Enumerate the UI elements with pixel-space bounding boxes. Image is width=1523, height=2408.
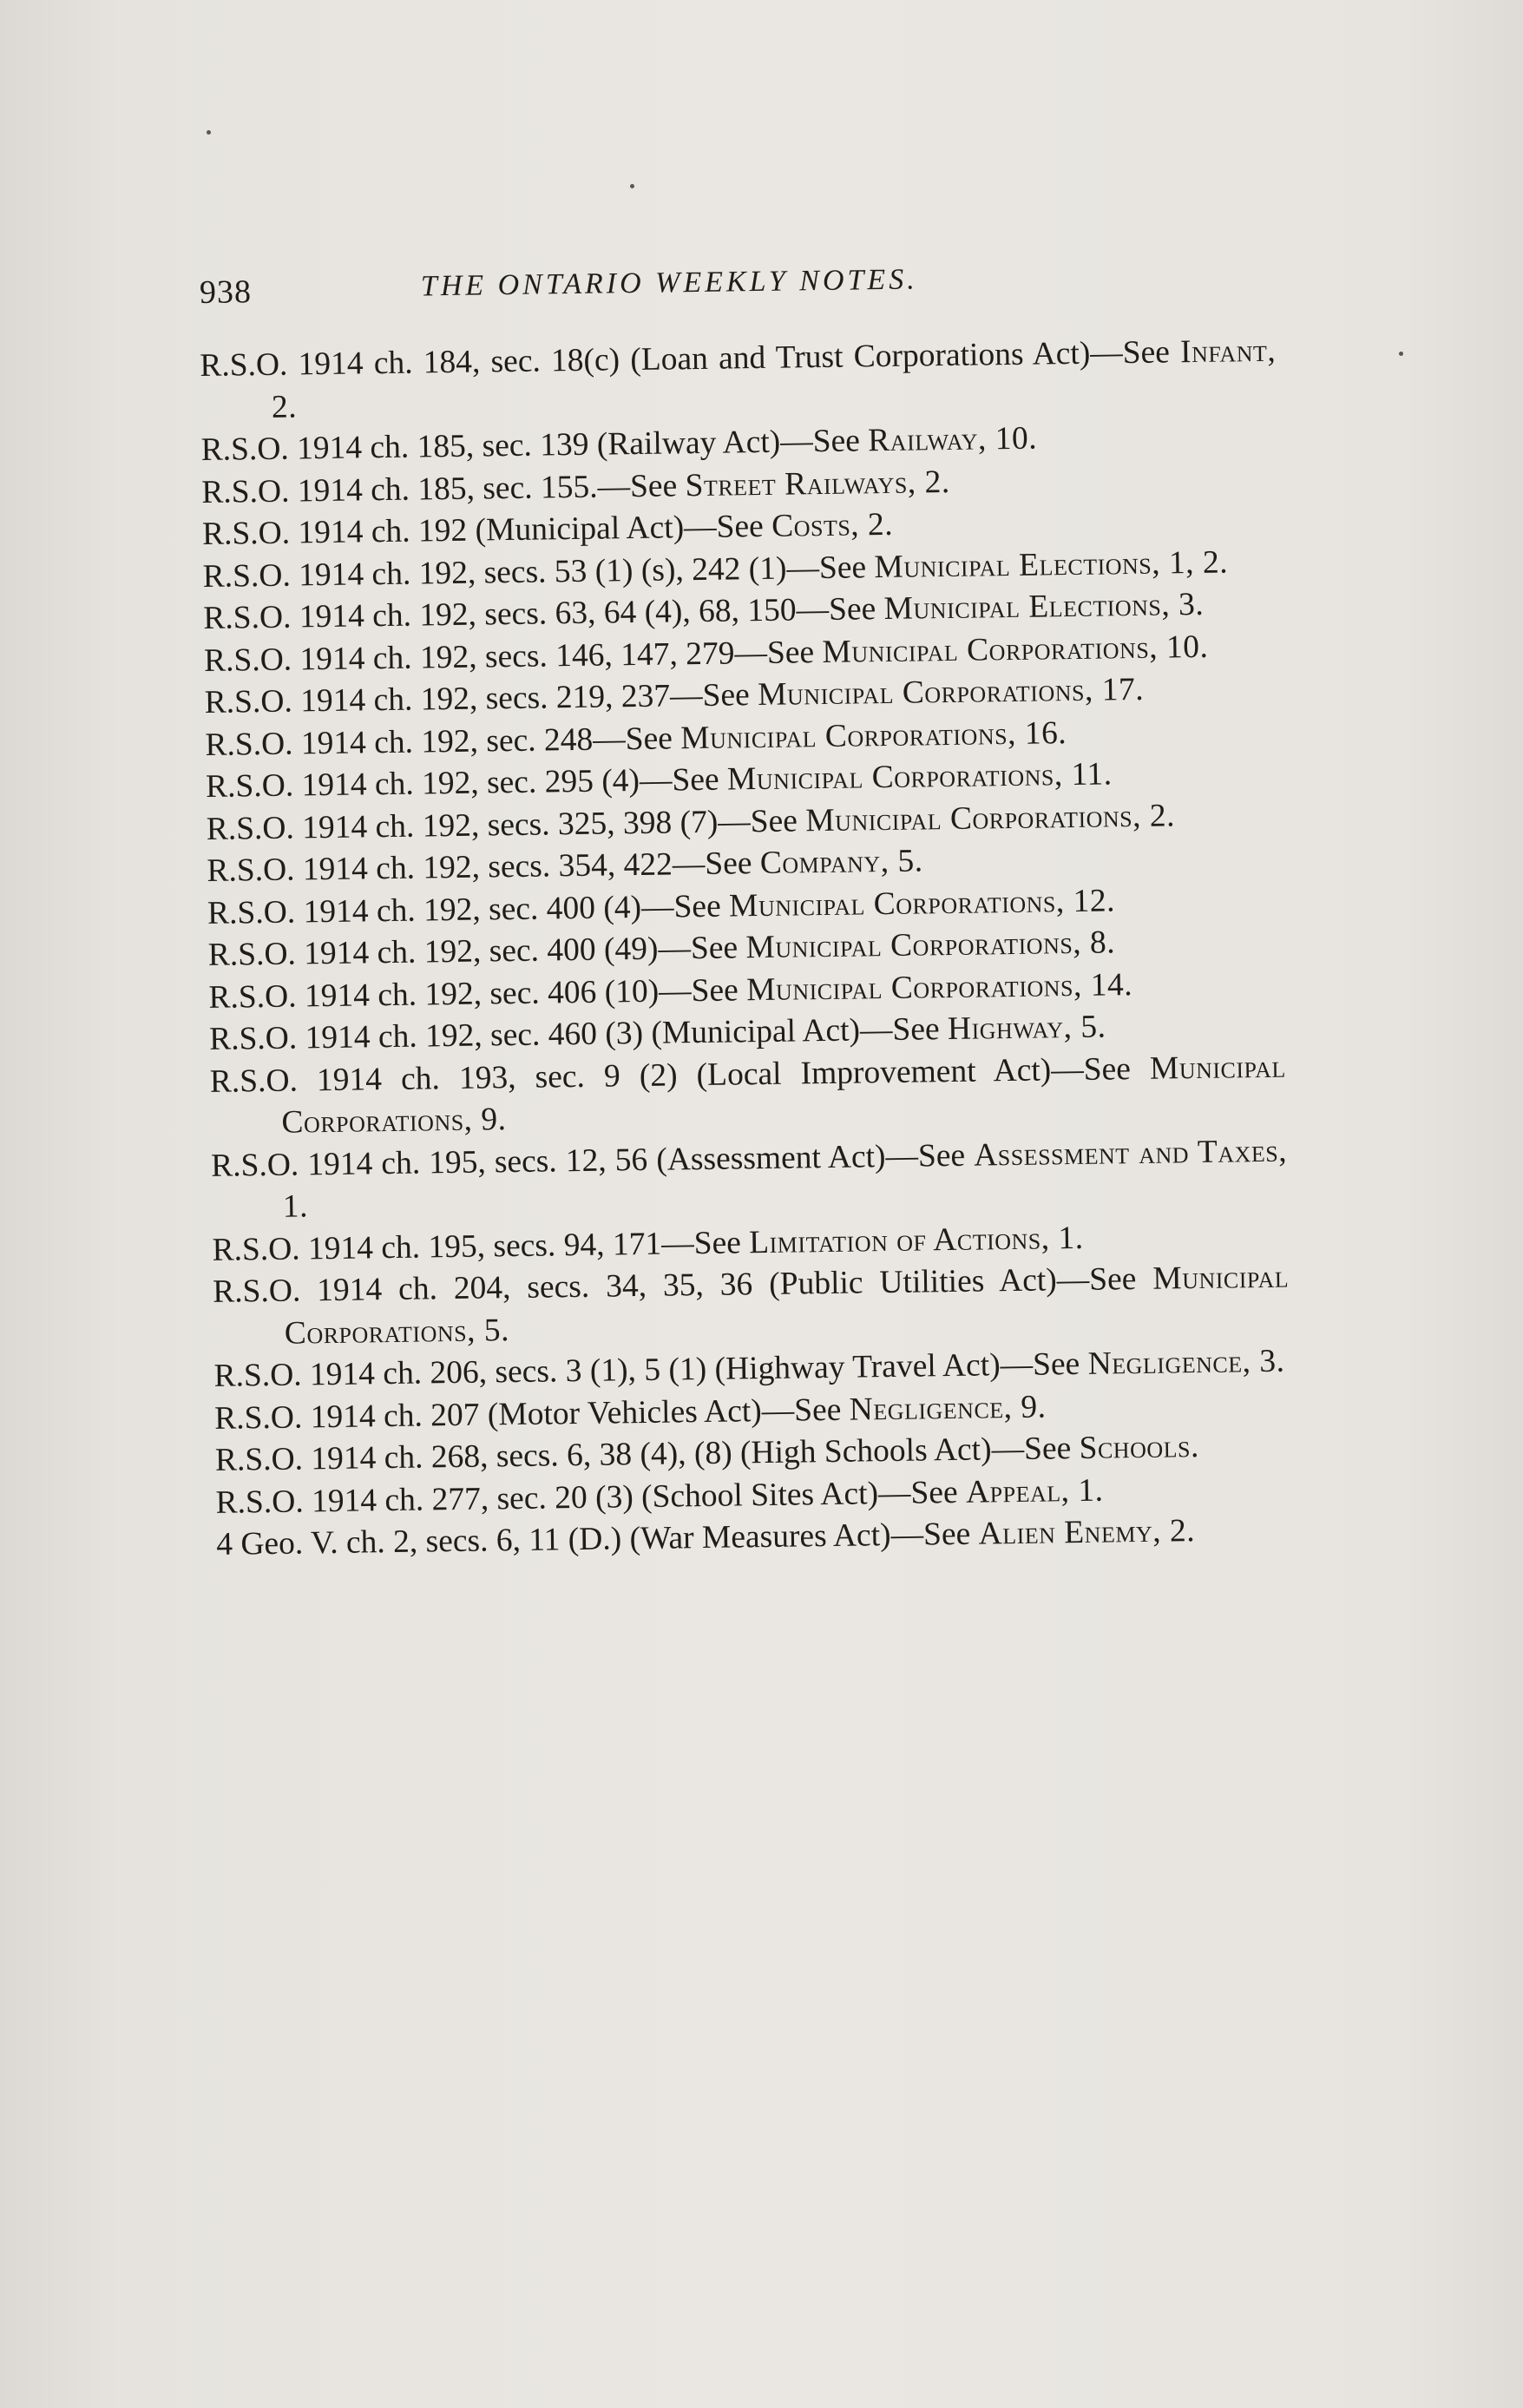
entry-reference: Negligence, 9. (849, 1389, 1047, 1428)
entry-text: R.S.O. 1914 ch. 192, sec. 400 (4)—See (207, 888, 730, 931)
entry-reference: Infant, 2. (271, 332, 1277, 425)
entry-text: R.S.O. 1914 ch. 195, secs. 12, 56 (Assessment Act)—See (210, 1137, 975, 1184)
paper-speck (1399, 352, 1403, 356)
entry-reference: Municipal Corporations, 12. (728, 882, 1116, 924)
entry-text: R.S.O. 1914 ch. 184, sec. 18(c) (Loan and Trust Corporations Act)—See (200, 334, 1181, 384)
entry-reference: Highway, 5. (947, 1009, 1106, 1048)
entry-text: R.S.O. 1914 ch. 207 (Motor Vehicles Act)—See (213, 1392, 850, 1437)
entry-reference: Limitation of Actions, 1. (748, 1220, 1084, 1260)
entry-reference: Municipal Corporations, 14. (745, 966, 1133, 1008)
entry-reference: Municipal Corporations, 16. (679, 714, 1067, 756)
entry-text: R.S.O. 1914 ch. 192, secs. 53 (1) (s), 242 (1)—See (202, 549, 875, 595)
entry-reference: Municipal Elections, 1, 2. (874, 543, 1229, 585)
entry-reference: Appeal, 1. (965, 1472, 1104, 1510)
entry-text: R.S.O. 1914 ch. 192, sec. 406 (10)—See (208, 971, 747, 1016)
entry-text: R.S.O. 1914 ch. 192 (Municipal Act)—See (201, 508, 772, 552)
entry-text: R.S.O. 1914 ch. 192, sec. 295 (4)—See (205, 761, 728, 805)
entry-reference: Municipal Corporations, 17. (757, 671, 1145, 714)
entry-text: R.S.O. 1914 ch. 195, secs. 94, 171—See (212, 1224, 750, 1268)
entry-reference: Negligence, 3. (1087, 1343, 1285, 1382)
entry-reference: Municipal Elections, 3. (883, 586, 1205, 628)
entry-reference: Municipal Corporations, 8. (745, 924, 1116, 966)
paper-speck (630, 184, 634, 188)
journal-title: THE ONTARIO WEEKLY NOTES. (420, 263, 918, 303)
paper-speck (207, 130, 211, 135)
entry-reference: Municipal Corporations, 10. (822, 628, 1209, 670)
entry-text: R.S.O. 1914 ch. 277, sec. 20 (3) (School Sites Act)—See (215, 1474, 967, 1521)
entry-text: R.S.O. 1914 ch. 192, secs. 219, 237—See (204, 677, 758, 720)
index-entry (200, 331, 1277, 430)
entry-reference: Assessment and Taxes, 1. (282, 1133, 1288, 1225)
entry-text: R.S.O. 1914 ch. 268, secs. 6, 38 (4), (8) (High Schools Act)—See (214, 1430, 1080, 1478)
statute-index-list (200, 331, 1293, 1567)
entry-reference: Schools. (1079, 1429, 1200, 1466)
entry-text: R.S.O. 1914 ch. 185, sec. 155.—See (201, 467, 686, 510)
entry-text: R.S.O. 1914 ch. 193, sec. 9 (2) (Local Improvement Act)—See (209, 1050, 1151, 1100)
entry-reference: Municipal Corporations, 11. (726, 756, 1113, 798)
entry-reference: Street Railways, 2. (685, 464, 950, 503)
entry-reference: Municipal Corporations, 2. (805, 797, 1176, 839)
index-entry (213, 1257, 1290, 1356)
entry-reference: Municipal Corporations, 5. (284, 1259, 1290, 1352)
index-entry (211, 1130, 1288, 1229)
entry-text: R.S.O. 1914 ch. 192, secs. 325, 398 (7)—See (206, 802, 806, 847)
entry-text: R.S.O. 1914 ch. 192, secs. 63, 64 (4), 68, 150—See (203, 591, 884, 636)
entry-reference: Railway, 10. (867, 420, 1038, 459)
entry-text: R.S.O. 1914 ch. 206, secs. 3 (1), 5 (1) (Highway Travel Act)—See (213, 1345, 1088, 1394)
entry-text: R.S.O. 1914 ch. 192, sec. 400 (49)—See (207, 930, 746, 973)
entry-text: R.S.O. 1914 ch. 192, sec. 248—See (205, 720, 681, 763)
entry-reference: Costs, 2. (771, 506, 894, 544)
entry-text: R.S.O. 1914 ch. 204, secs. 34, 35, 36 (Public Utilities Act)—See (212, 1260, 1153, 1310)
entry-text: R.S.O. 1914 ch. 192, secs. 354, 422—See (207, 845, 761, 889)
entry-reference: Municipal Corporations, 9. (281, 1049, 1287, 1141)
index-entry (210, 1046, 1287, 1145)
entry-reference: Alien Enemy, 2. (978, 1513, 1196, 1552)
entry-text: 4 Geo. V. ch. 2, secs. 6, 11 (D.) (War Measures Act)—See (216, 1516, 979, 1563)
entry-text: R.S.O. 1914 ch. 192, secs. 146, 147, 279—See (203, 634, 823, 679)
entry-reference: Company, 5. (759, 843, 923, 882)
entry-text: R.S.O. 1914 ch. 192, sec. 460 (3) (Municipal Act)—See (208, 1011, 949, 1057)
entry-text: R.S.O. 1914 ch. 185, sec. 139 (Railway Act)—See (200, 423, 869, 468)
running-head (200, 259, 1268, 317)
page-number: 938 (199, 273, 253, 311)
